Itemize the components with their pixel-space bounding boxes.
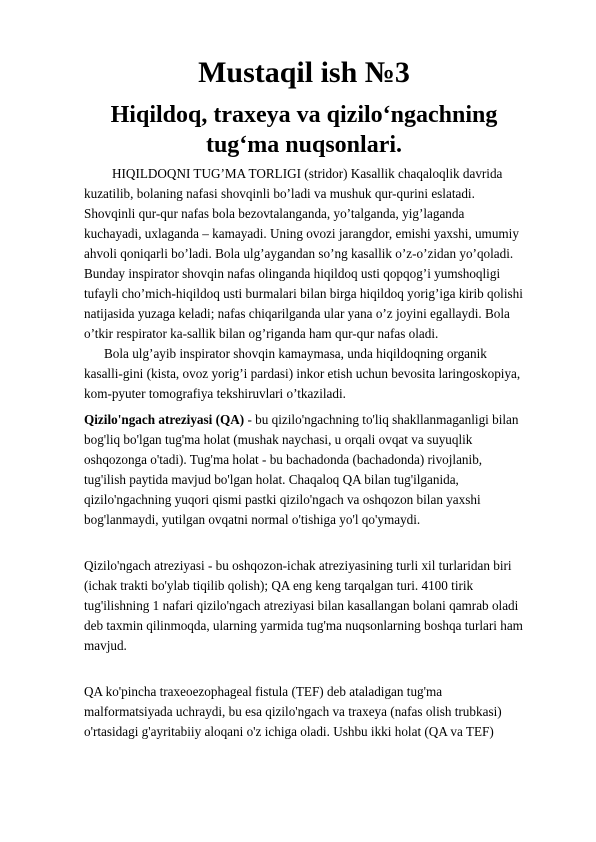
paragraph-atresia-frequency: Qizilo'ngach atreziyasi - bu oshqozon-ichak atreziyasining turli xil turlaridan biri (ichak trakti bo'ylab tiqilib qolish); QA eng keng tarqalgan turi. 4100 tirik tug'ilishning 1 nafari qizilo'ngach atreziyasi bilan kasallangan bolani qamrab oladi deb taxmin qilinmoqda, ularning yarmida tug'ma nuqsonlarning boshqa turlari ham mavjud. bbox=[84, 558, 523, 653]
paragraph-atresia-definition bbox=[84, 410, 524, 530]
paragraph-stridor: HIQILDOQNI TUG’MA TORLIGI (stridor) Kasallik chaqaloqlik davrida kuzatilib, bolaning nafasi shovqinli bo’ladi va mushuk qur-qurini eslatadi. Shovqinli qur-qur nafas bola bezovtalanganda, yo’talganda, yig’laganda kuchayadi, uxlaganda – kamayadi. Uning ovozi jarangdor, emishi yaxshi, umumiy ahvoli qoniqarli bo’ladi. Bola ulg’aygandan so’ng kasallik o’z-o’zidan yo’qoladi. Bunday inspirator shovqin nafas olinganda hiqildoq usti qopqog’i yumshoqligi tufayli cho’mich-hiqildoq usti burmalari bilan birga hiqildoq yorig’iga kirib qolishi natijasida yuzaga keladi; nafas chiqarilganda ular yana o’z joyini egallaydi. Bola o’tkir respirator ka-sallik bilan og’riganda ham qur-qur nafas oladi. bbox=[84, 166, 523, 341]
document-subtitle bbox=[84, 100, 524, 160]
subtitle-line-2: tug‘ma nuqsonlari. bbox=[205, 132, 403, 158]
document-title: Mustaqil ish №3 bbox=[198, 56, 410, 89]
paragraph-inspirator: Bola ulg’ayib inspirator shovqin kamaymasa, unda hiqildoqning organik kasalli-gini (kista, ovoz yorig’i pardasi) inkor etish uchun bevosita laringoskopiya, kom-pyuter tomografiya tekshiruvlari o’tkaziladi. bbox=[84, 346, 521, 401]
paragraph-atresia-definition-text: - bu qizilo'ngachning to'liq shakllanmaganligi bilan bog'liq bo'lgan tug'ma holat (mushak naychasi, u orqali ovqat va suyuqlik oshqozonga o'tadi). Tug'ma holat - bu bachadonda (bachadonda) rivojlanib, tug'ilish paytida mavjud bo'lgan holat. Chaqaloq QA bilan tug'ilganida, qizilo'ngachning yuqori qismi pastki qizilo'ngach va oshqozon bilan yaxshi bog'lanmaydi, yutilgan ovqatni normal o'tishiga yo'l qo'ymaydi. bbox=[84, 412, 519, 527]
subtitle-line-1: Hiqildoq, traxeya va qizilo‘ngachning bbox=[110, 102, 498, 128]
spacer bbox=[84, 656, 524, 676]
document-page bbox=[84, 56, 524, 742]
term-esophageal-atresia: Qizilo'ngach atreziyasi (QA) bbox=[84, 412, 245, 427]
paragraph-tef: QA ko'pincha traxeoezophageal fistula (TEF) deb ataladigan tug'ma malformatsiyada uchraydi, bu esa qizilo'ngach va traxeya (nafas olish trubkasi) o'rtasidagi g'ayritabiiy aloqani o'z ichiga oladi. Ushbu ikki holat (QA va TEF) bbox=[84, 684, 502, 739]
spacer bbox=[84, 530, 524, 550]
